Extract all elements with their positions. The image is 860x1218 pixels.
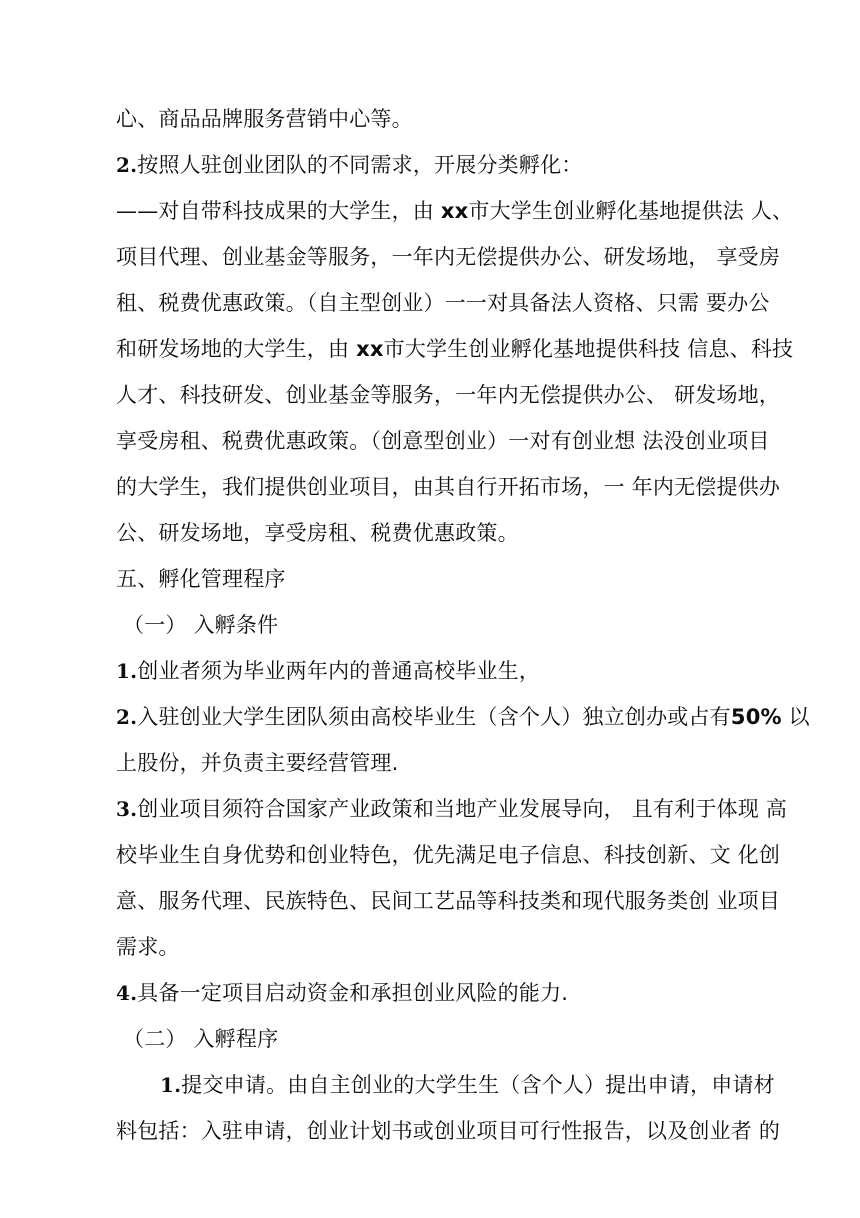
document-line: 2.入驻创业大学生团队须由高校毕业生（含个人）独立创办或占有50% 以 <box>116 705 810 729</box>
document-line: 人才、科技研发、创业基金等服务，一年内无偿提供办公、 研发场地， <box>116 383 781 407</box>
document-line: 意、服务代理、民族特色、民间工艺品等科技类和现代服务类创 业项目 <box>116 889 781 913</box>
document-line: 的大学生，我们提供创业项目，由其自行开拓市场，一 年内无偿提供办 <box>116 475 781 499</box>
document-text-body <box>116 96 810 1154</box>
document-line: （二） 入孵程序 <box>123 1027 279 1051</box>
document-line: 心、商品品牌服务营销中心等。 <box>116 107 413 131</box>
document-line: 上股份，并负责主要经营管理. <box>116 751 399 775</box>
document-line: 4.具备一定项目启动资金和承担创业风险的能力. <box>116 981 569 1005</box>
document-line: 需求。 <box>116 935 180 959</box>
document-line: 料包括：入驻申请，创业计划书或创业项目可行性报告，以及创业者 的 <box>116 1119 781 1143</box>
document-line: （一） 入孵条件 <box>123 613 279 637</box>
document-line: 五、孵化管理程序 <box>116 567 286 591</box>
document-line: 和研发场地的大学生，由 xx市大学生创业孵化基地提供科技 信息、科技 <box>116 337 794 361</box>
document-line: ——对自带科技成果的大学生，由 xx市大学生创业孵化基地提供法 人、 <box>116 199 794 223</box>
document-line: 项目代理、创业基金等服务，一年内无偿提供办公、研发场地， 享受房 <box>116 245 781 269</box>
document-line: 1.提交申请。由自主创业的大学生生（含个人）提出申请，申请材 <box>160 1073 775 1097</box>
document-line: 2.按照人驻创业团队的不同需求，开展分类孵化： <box>116 153 583 177</box>
document-line: 租、税费优惠政策。（自主型创业）一一对具备法人资格、只需 要办公 <box>116 291 770 315</box>
document-line: 3.创业项目须符合国家产业政策和当地产业发展导向， 且有利于体现 高 <box>116 797 788 821</box>
document-line: 享受房租、税费优惠政策。（创意型创业）一对有创业想 法没创业项目 <box>116 429 770 453</box>
document-line: 1.创业者须为毕业两年内的普通高校毕业生， <box>116 659 541 683</box>
document-line: 校毕业生自身优势和创业特色，优先满足电子信息、科技创新、文 化创 <box>116 843 781 867</box>
document-line: 公、研发场地，享受房租、税费优惠政策。 <box>116 521 519 545</box>
